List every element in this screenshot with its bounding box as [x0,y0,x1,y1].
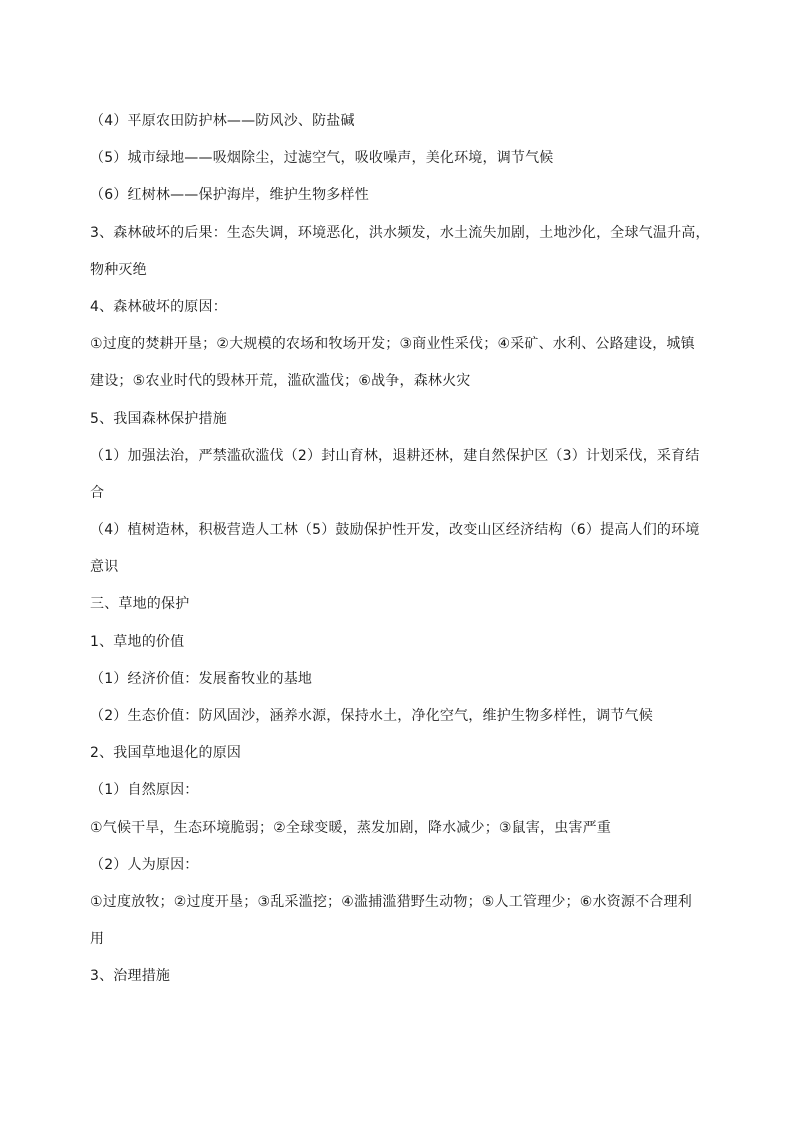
grassland-natural-causes-heading: （1）自然原因： [90,782,199,799]
grassland-natural-causes-list: ①气候干旱，生态环境脆弱；②全球变暖，蒸发加剧，降水减少；③鼠害，虫害严重 [90,819,612,836]
forest-protection-measures-heading: 5、我国森林保护措施 [90,410,227,427]
forest-type-mangrove: （6）红树林——保护海岸，维护生物多样性 [90,187,369,204]
forest-protection-measures-4-6-cont: 意识 [90,559,119,576]
grassland-human-causes-list: ①过度放牧；②过度开垦；③乱采滥挖；④滥捕滥猎野生动物；⑤人工管理少；⑥水资源不合理利 [90,893,692,910]
forest-destruction-causes-heading: 4、森林破坏的原因： [90,298,227,315]
grassland-ecological-value: （2）生态价值：防风固沙，涵养水源，保持水土，净化空气，维护生物多样性，调节气候 [90,708,653,724]
forest-protection-measures-1-3: （1）加强法治，严禁滥砍滥伐（2）封山育林，退耕还林，建自然保护区（3）计划采伐，采育结 [90,447,700,464]
forest-destruction-consequences: 3、森林破坏的后果：生态失调，环境恶化，洪水频发，水土流失加剧，土地沙化，全球气温升高， [90,224,710,241]
grassland-human-causes-list-cont: 用 [90,931,105,948]
forest-destruction-causes-list-cont: 建设；⑤农业时代的毁林开荒，滥砍滥伐；⑥战争，森林火灾 [90,373,471,390]
grassland-value-heading: 1、草地的价值 [90,633,185,650]
grassland-treatment-measures-heading: 3、治理措施 [90,968,171,985]
grassland-degradation-causes-heading: 2、我国草地退化的原因 [90,745,242,762]
forest-destruction-causes-list: ①过度的焚耕开垦；②大规模的农场和牧场开发；③商业性采伐；④采矿、水利、公路建设，城镇 [90,336,695,353]
forest-protection-measures-1-3-cont: 合 [90,484,105,501]
grassland-economic-value: （1）经济价值：发展畜牧业的基地 [90,670,313,687]
forest-protection-measures-4-6: （4）植树造林，积极营造人工林（5）鼓励保护性开发，改变山区经济结构（6）提高人们的环境 [90,522,700,539]
forest-destruction-consequences-cont: 物种灭绝 [90,261,147,278]
document-page [90,103,712,996]
forest-type-farmland-shelterbelt: （4）平原农田防护林——防风沙、防盐碱 [90,113,355,129]
forest-type-urban-greenland: （5）城市绿地——吸烟除尘，过滤空气，吸收噪声，美化环境，调节气候 [90,150,554,167]
grassland-human-causes-heading: （2）人为原因： [90,856,199,873]
section-heading-grassland-protection: 三、草地的保护 [90,596,190,613]
